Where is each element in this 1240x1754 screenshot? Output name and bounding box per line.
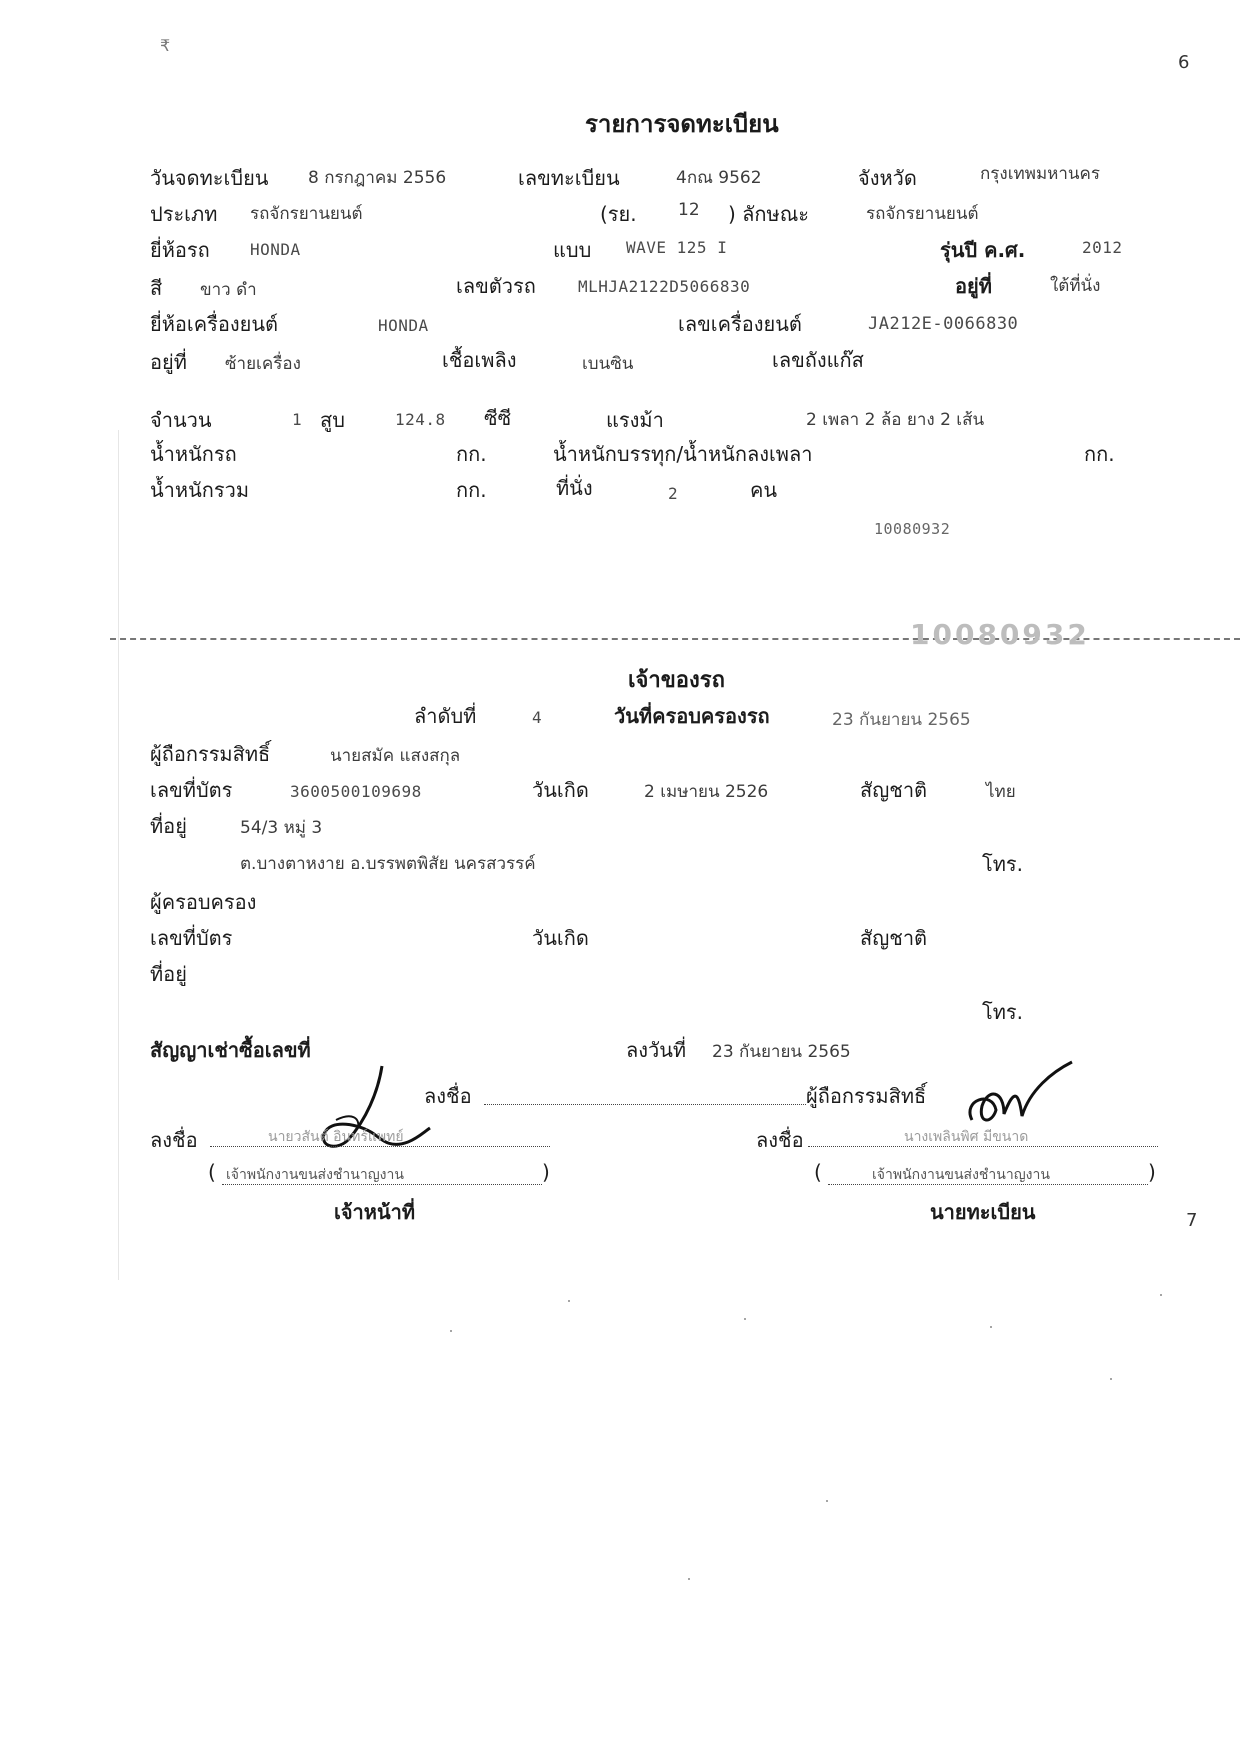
page-number-top: 6 — [1178, 52, 1190, 73]
scan-speck — [744, 1318, 746, 1320]
document-number-faint: 10080932 — [910, 618, 1090, 651]
fuel-value: เบนซิน — [582, 354, 634, 374]
possessor-label: ผู้ครอบครอง — [150, 890, 257, 914]
registrar-close-paren: ) — [1148, 1160, 1156, 1184]
officer-open-paren: ( — [208, 1160, 216, 1184]
ry-label: (รย. — [600, 202, 637, 226]
province-value: กรุงเทพมหานคร — [980, 164, 1101, 184]
nationality-value: ไทย — [986, 782, 1016, 802]
scan-speck — [450, 1330, 452, 1332]
reg-date-value: 8 กรกฎาคม 2556 — [308, 168, 447, 188]
gross-weight-label: น้ำหนักรวม — [150, 478, 250, 502]
address-label: ที่อยู่ — [150, 814, 187, 838]
officer-signature — [300, 1062, 440, 1166]
vin-location-value: ใต้ที่นั่ง — [1050, 276, 1101, 296]
scan-speck — [990, 1326, 992, 1328]
holder-sign-caption: ผู้ถือกรรมสิทธิ์ — [806, 1084, 927, 1108]
cc-label: ซีซี — [484, 406, 512, 430]
birth-date-value: 2 เมษายน 2526 — [644, 782, 769, 802]
engine-number-value: JA212E-0066830 — [868, 314, 1019, 334]
scan-edge — [118, 430, 119, 1280]
possessor-address-label: ที่อยู่ — [150, 962, 187, 986]
model-label: แบบ — [553, 238, 592, 262]
province-label: จังหวัด — [858, 166, 917, 190]
seats-label: ที่นั่ง — [556, 476, 593, 500]
engine-number-label: เลขเครื่องยนต์ — [678, 312, 802, 336]
plate-label: เลขทะเบียน — [518, 166, 620, 190]
registrar-caption: นายทะเบียน — [930, 1200, 1036, 1224]
officer-close-paren: ) — [542, 1160, 550, 1184]
axle-info-value: 2 เพลา 2 ล้อ ยาง 2 เส้น — [806, 410, 985, 430]
sign-date-label: ลงวันที่ — [626, 1038, 687, 1062]
person-label: คน — [750, 478, 778, 502]
nature-value: รถจักรยานยนต์ — [866, 204, 979, 224]
phone-label: โทร. — [982, 852, 1024, 876]
possessor-id-label: เลขที่บัตร — [150, 926, 233, 950]
possessor-birth-label: วันเกิด — [532, 926, 589, 950]
nature-label: ) ลักษณะ — [728, 202, 810, 226]
sign-date-value: 23 กันยายน 2565 — [712, 1042, 851, 1062]
officer-caption: เจ้าหน้าที่ — [334, 1200, 416, 1224]
engine-location-label: อยู่ที่ — [150, 350, 187, 374]
officer-position-value: เจ้าพนักงานขนส่งชำนาญงาน — [226, 1167, 404, 1183]
load-weight-label: น้ำหนักบรรทุก/น้ำหนักลงเพลา — [553, 442, 813, 466]
model-value: WAVE 125 I — [626, 238, 728, 257]
load-weight-unit: กก. — [1084, 442, 1115, 466]
gas-tank-label: เลขถังแก๊ส — [772, 348, 864, 372]
holder-label: ผู้ถือกรรมสิทธิ์ — [150, 742, 271, 766]
possessor-phone-label: โทร. — [982, 1000, 1024, 1024]
vehicle-weight-unit: กก. — [456, 442, 487, 466]
scan-speck — [568, 1300, 570, 1302]
scan-speck — [826, 1500, 828, 1502]
seats-value: 2 — [668, 484, 679, 503]
id-card-label: เลขที่บัตร — [150, 778, 233, 802]
registration-title: รายการจดทะเบียน — [585, 110, 779, 138]
scan-speck — [688, 1578, 690, 1580]
year-label: รุ่นปี ค.ศ. — [940, 238, 1026, 262]
type-value: รถจักรยานยนต์ — [250, 204, 363, 224]
count-label: จำนวน — [150, 408, 212, 432]
engine-location-value: ซ้ายเครื่อง — [225, 354, 301, 374]
brand-value: HONDA — [250, 240, 301, 259]
cc-value: 124.8 — [395, 410, 446, 429]
color-label: สี — [150, 276, 163, 300]
reg-date-label: วันจดทะเบียน — [150, 166, 269, 190]
nationality-label: สัญชาติ — [860, 778, 928, 802]
vehicle-weight-label: น้ำหนักรถ — [150, 442, 237, 466]
registrar-open-paren: ( — [814, 1160, 822, 1184]
possession-date-value: 23 กันยายน 2565 — [832, 710, 971, 730]
year-value: 2012 — [1082, 238, 1123, 257]
hire-purchase-label: สัญญาเช่าซื้อเลขที่ — [150, 1038, 311, 1062]
id-card-value: 3600500109698 — [290, 782, 422, 801]
birth-date-label: วันเกิด — [532, 778, 589, 802]
page-number-side: 7 — [1186, 1210, 1198, 1231]
brand-label: ยี่ห้อรถ — [150, 238, 210, 262]
engine-brand-label: ยี่ห้อเครื่องยนต์ — [150, 312, 279, 336]
scan-speck — [1160, 1294, 1162, 1296]
scan-speck — [1110, 1378, 1112, 1380]
registrar-sign-label: ลงชื่อ — [756, 1128, 804, 1152]
holder-sign-label: ลงชื่อ — [424, 1084, 472, 1108]
vin-label: เลขตัวรถ — [456, 274, 536, 298]
count-value: 1 — [292, 410, 303, 429]
vin-value: MLHJA2122D5066830 — [578, 277, 751, 296]
document-number: 10080932 — [874, 520, 951, 538]
address-line-2: ต.บางตาหงาย อ.บรรพตพิสัย นครสวรรค์ — [240, 854, 536, 874]
registrar-name-stamp: นางเพลินพิศ มีขนาด — [904, 1129, 1029, 1145]
horsepower-label: แรงม้า — [606, 408, 664, 432]
officer-sign-label: ลงชื่อ — [150, 1128, 198, 1152]
officer-name-stamp: นายวสันต์ อินทร์แพทย์ — [268, 1129, 404, 1145]
color-value: ขาว ดำ — [200, 280, 257, 300]
gross-weight-unit: กก. — [456, 478, 487, 502]
fuel-label: เชื้อเพลิง — [442, 348, 517, 372]
address-line-1: 54/3 หมู่ 3 — [240, 818, 323, 838]
sequence-value: 4 — [532, 708, 543, 727]
vin-location-label: อยู่ที่ — [955, 274, 992, 298]
cylinder-label: สูบ — [320, 408, 345, 432]
holder-sign-line — [484, 1104, 806, 1105]
registrar-position-value: เจ้าพนักงานขนส่งชำนาญงาน — [872, 1167, 1050, 1183]
corner-mark: ₹ — [160, 36, 171, 55]
holder-value: นายสมัค แสงสกุล — [330, 746, 461, 766]
possessor-nationality-label: สัญชาติ — [860, 926, 928, 950]
type-label: ประเภท — [150, 202, 218, 226]
owner-title: เจ้าของรถ — [628, 668, 725, 693]
sequence-label: ลำดับที่ — [414, 704, 477, 728]
plate-value: 4กณ 9562 — [676, 168, 762, 188]
engine-brand-value: HONDA — [378, 316, 429, 335]
ry-value: 12 — [678, 200, 700, 220]
possession-date-label: วันที่ครอบครองรถ — [614, 704, 770, 728]
